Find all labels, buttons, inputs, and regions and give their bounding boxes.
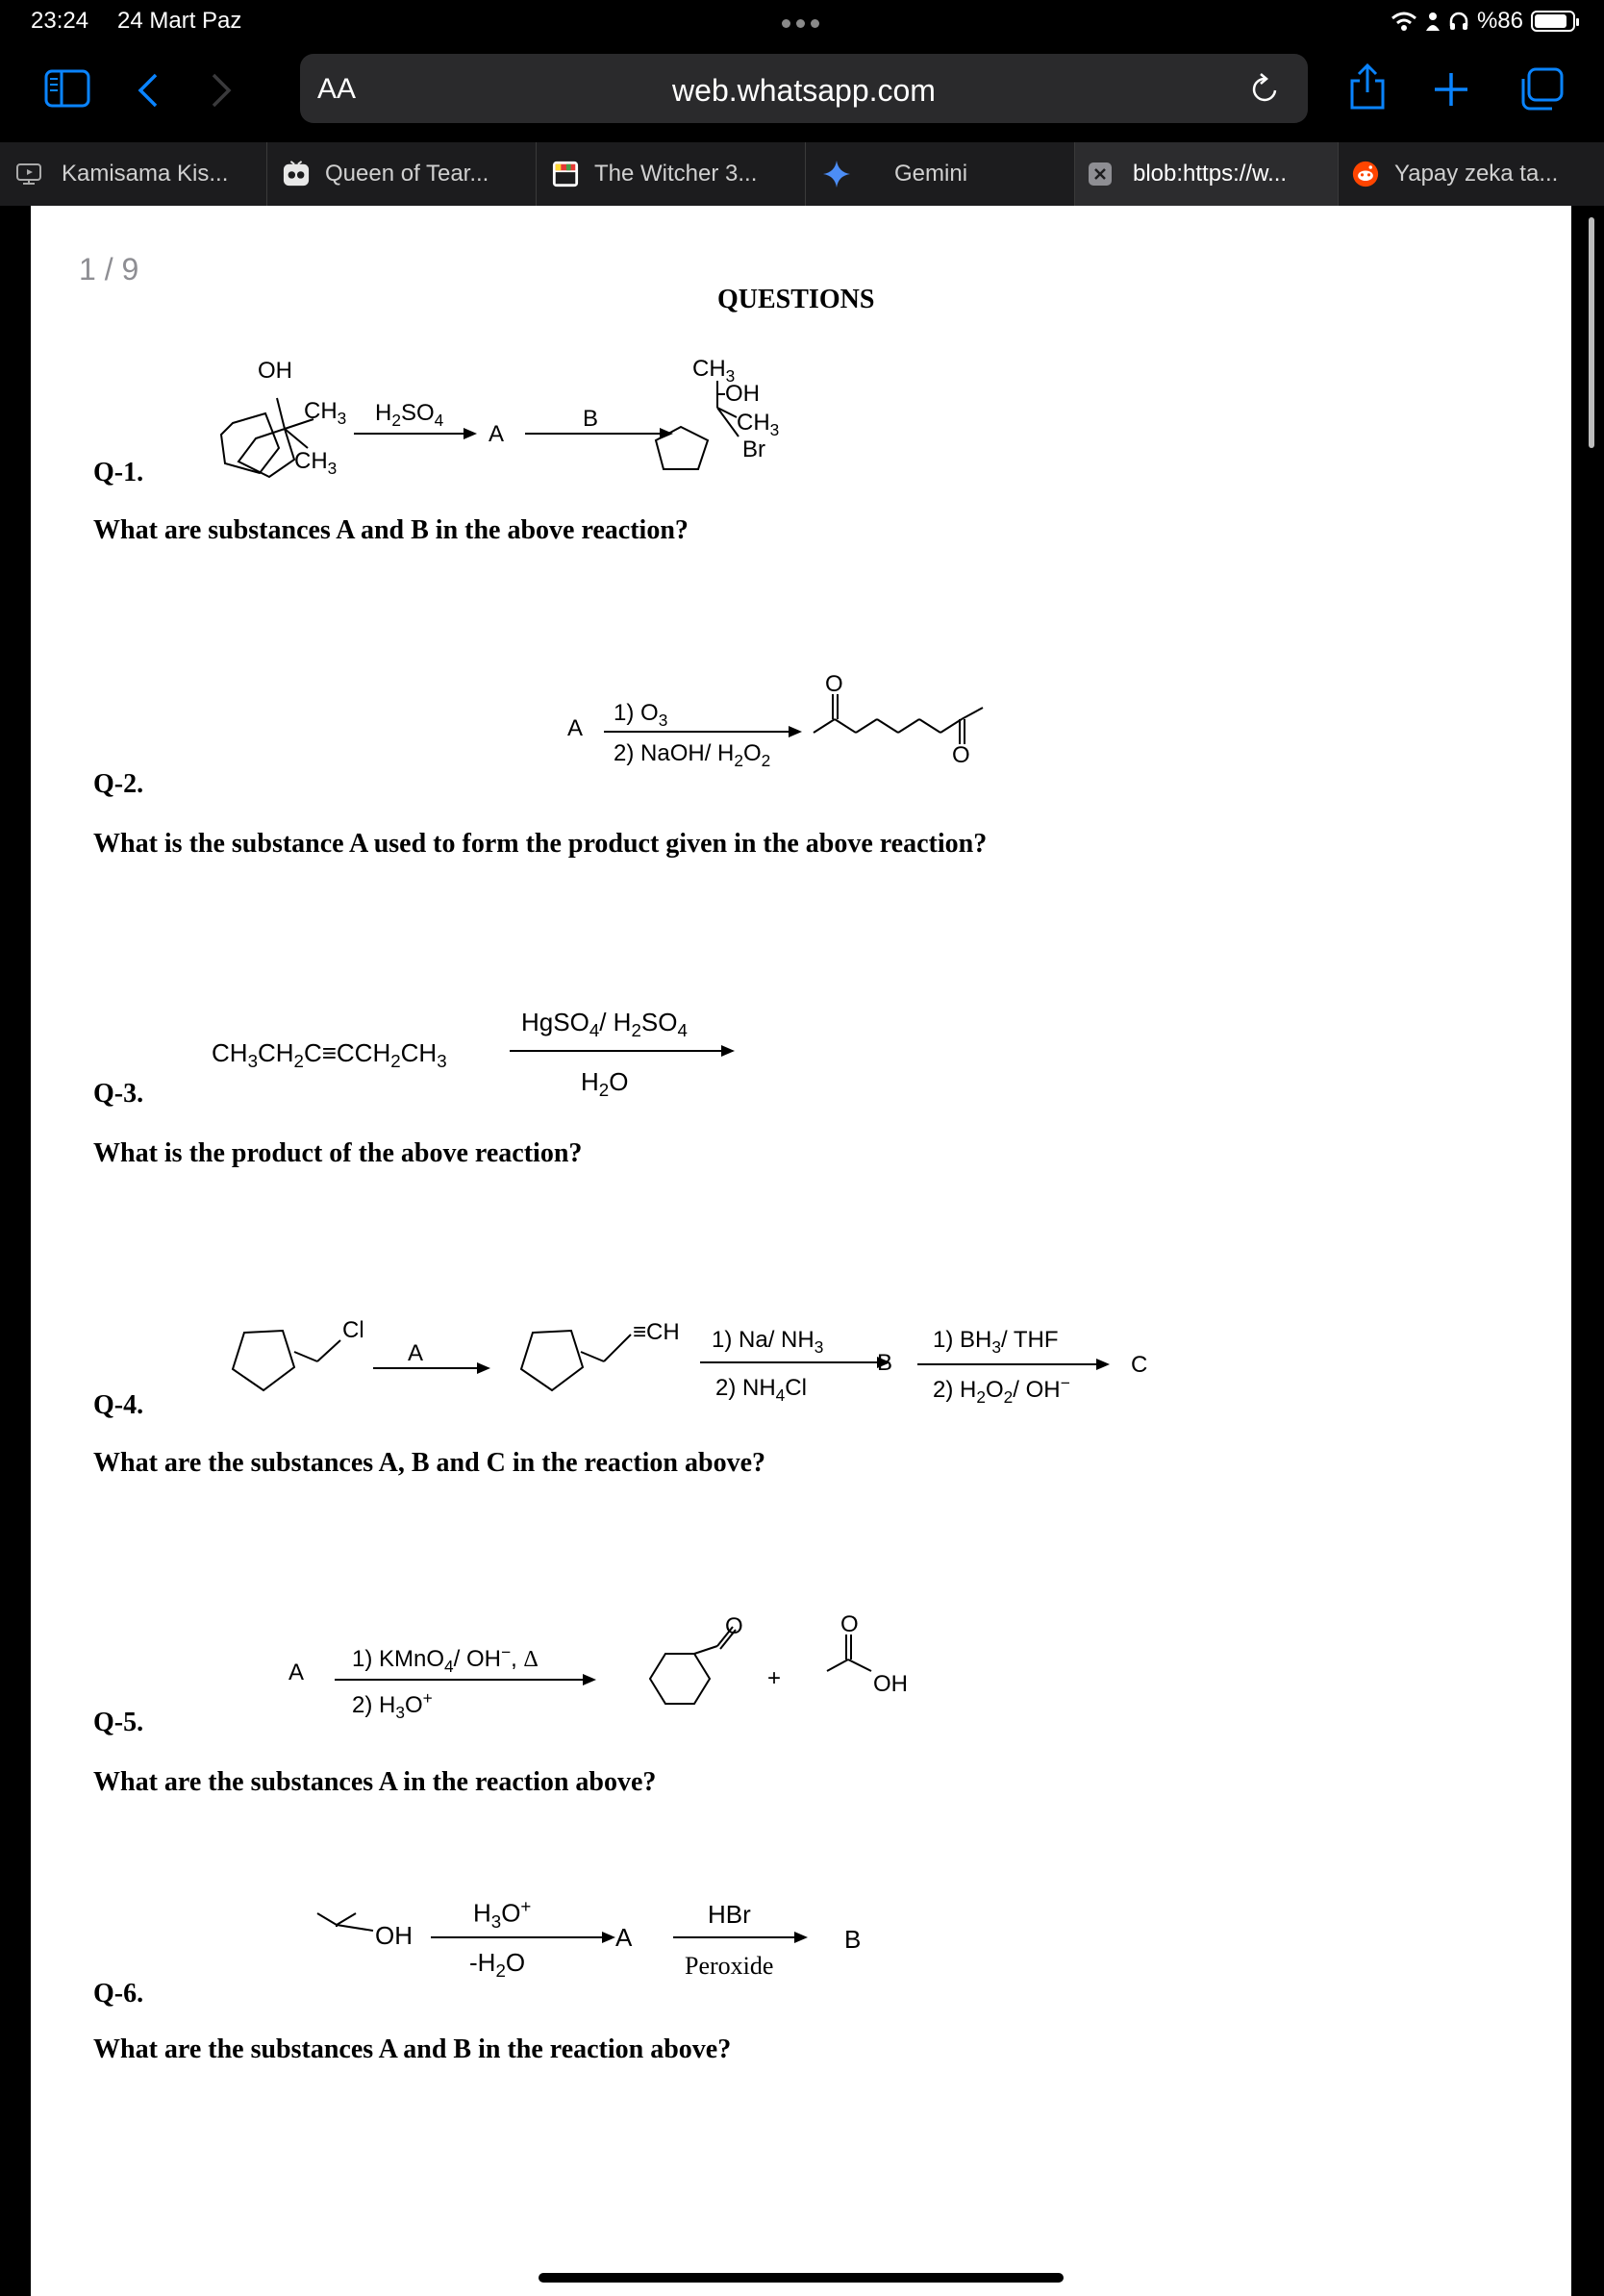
page-indicator: 1 / 9 — [79, 252, 139, 287]
q1-p-ch3: $CH_3$ — [692, 356, 736, 386]
q4-r1: 1) Na/ $NH_3$ — [712, 1327, 824, 1357]
status-right — [1391, 8, 1575, 35]
tab-gemini[interactable] — [806, 142, 1075, 206]
text-size-button[interactable]: AA — [317, 73, 357, 105]
q6-b: B — [844, 1925, 862, 1954]
reload-icon[interactable] — [1250, 73, 1281, 106]
q5-plus: + — [767, 1665, 782, 1691]
new-tab-icon[interactable] — [1433, 71, 1469, 108]
q5-arrow — [335, 1679, 594, 1681]
q6-oh: OH — [375, 1921, 413, 1950]
q2-o1: O — [825, 671, 843, 697]
q1-text: What are substances A and B in the above reaction? — [93, 515, 689, 545]
q2-r2: 2) NaOH/ $H_2O_2$ — [614, 740, 771, 770]
q4-label: Q-4. — [93, 1390, 144, 1420]
q3-r1: HgSO$_4$/ $H_2SO_4$ — [521, 1008, 688, 1041]
pdf-viewer[interactable] — [0, 206, 1604, 2296]
q2-a: A — [567, 715, 584, 741]
q4-cl: Cl — [342, 1317, 364, 1343]
q2-label: Q-2. — [93, 769, 144, 799]
q3-arrow — [510, 1050, 733, 1052]
q6-arrow-2 — [673, 1936, 806, 1938]
q1-label: Q-1. — [93, 458, 144, 487]
q1-ch3-b: $CH_3$ — [294, 448, 338, 478]
url-text[interactable]: web.whatsapp.com — [672, 73, 936, 108]
q4-a: A — [408, 1340, 424, 1366]
q2-r1: 1) $O_3$ — [614, 700, 668, 730]
tab-label: blob:https://w... — [1133, 161, 1288, 187]
q3-text: What is the product of the above reaction? — [93, 1138, 583, 1168]
q4-arrow-1 — [373, 1367, 489, 1369]
q4-ch: ≡CH — [633, 1319, 680, 1345]
forward-icon[interactable] — [210, 71, 233, 110]
tab-label: The Witcher 3... — [594, 161, 758, 187]
tab-kamisama[interactable] — [0, 142, 267, 206]
tab-bar — [0, 142, 1604, 207]
tab-queen-of-tears[interactable] — [267, 142, 537, 206]
battery-percent: %86 — [1476, 8, 1523, 34]
q5-oh: OH — [873, 1671, 908, 1697]
q4-text: What are the substances A, B and C in the reaction above? — [93, 1448, 766, 1478]
tab-label: Kamisama Kis... — [62, 161, 229, 187]
q6-r3: HBr — [708, 1900, 751, 1929]
back-icon[interactable] — [137, 71, 160, 110]
sidebar-icon[interactable] — [44, 69, 90, 108]
q1-arrow-1 — [354, 433, 475, 435]
q4-r3: 1) $BH_3/$ THF — [933, 1327, 1059, 1357]
q6-arrow-1 — [431, 1936, 614, 1938]
reddit-icon — [1352, 161, 1379, 187]
q4-b: B — [877, 1350, 893, 1376]
q3-label: Q-3. — [93, 1079, 144, 1109]
scrollbar[interactable] — [1589, 217, 1594, 448]
q6-label: Q-6. — [93, 1979, 144, 2009]
q1-product-bonds — [685, 379, 752, 456]
q6-r1: $H_3O^+$ — [473, 1896, 532, 1932]
close-icon[interactable] — [1087, 161, 1114, 187]
status-bar — [0, 0, 1604, 46]
q4-c: C — [1131, 1352, 1148, 1378]
q5-label: Q-5. — [93, 1708, 144, 1737]
q6-text: What are the substances A and B in the reaction above? — [93, 2034, 732, 2064]
status-date: 24 Mart Paz — [117, 8, 242, 34]
q1-arrow-2 — [525, 433, 671, 435]
share-icon[interactable] — [1348, 63, 1387, 112]
tab-label: Queen of Tear... — [325, 161, 489, 187]
tv-icon — [283, 161, 310, 187]
pdf-page — [31, 206, 1571, 2296]
q1-p-br: Br — [742, 437, 765, 462]
address-bar[interactable] — [300, 54, 1308, 123]
q5-r1: 1) KMnO$_4$/ OH−, Δ — [352, 1642, 539, 1676]
q4-r4: 2) $H_2O_2/$ OH− — [933, 1373, 1070, 1407]
q4-arrow-3 — [917, 1363, 1108, 1365]
tab-label: Yapay zeka ta... — [1394, 161, 1559, 187]
q4-r2: 2) $NH_4Cl$ — [715, 1375, 807, 1405]
q1-p-oh: OH — [725, 381, 760, 407]
home-indicator[interactable] — [539, 2273, 1064, 2283]
q2-product — [814, 681, 1064, 767]
battery-icon — [1531, 11, 1575, 32]
q1-b: B — [583, 406, 599, 432]
status-time: 23:24 — [31, 8, 89, 34]
q5-r2: 2) $H_3O^+$ — [352, 1688, 433, 1722]
q6-a: A — [615, 1923, 633, 1952]
q2-arrow — [604, 731, 800, 733]
q5-o1: O — [725, 1613, 743, 1639]
q5-text: What are the substances A in the reaction above? — [93, 1767, 657, 1797]
q1-oh: OH — [258, 358, 292, 384]
q6-r2: $-H_2O$ — [469, 1948, 526, 1982]
tab-label: Gemini — [894, 161, 968, 187]
q4-arrow-2 — [700, 1361, 889, 1363]
wifi-icon — [1391, 11, 1417, 32]
q2-text: What is the substance A used to form the product given in the above reaction? — [93, 829, 988, 859]
q3-r2: $H_2O$ — [581, 1067, 629, 1101]
monitor-icon — [15, 161, 42, 187]
q6-r4: Peroxide — [685, 1952, 774, 1980]
q1-a: A — [489, 421, 505, 447]
q2-o2: O — [952, 742, 970, 768]
tabs-overview-icon[interactable] — [1517, 67, 1564, 112]
q1-reagent: $H_2SO_4$ — [375, 400, 444, 430]
browser-toolbar — [0, 46, 1604, 135]
person-icon — [1425, 11, 1441, 32]
sparkle-icon — [823, 161, 850, 187]
q1-ch3-a: $CH_3$ — [304, 398, 347, 428]
q5-o2: O — [840, 1611, 859, 1637]
page-heading: QUESTIONS — [717, 285, 875, 314]
tab-yapay-zeka[interactable] — [1339, 142, 1604, 206]
q3-reactant: $CH_3CH_2C\equiv CCH_2CH_3$ — [212, 1038, 447, 1072]
tab-blob[interactable] — [1075, 142, 1339, 206]
q1-p-ch3b: $CH_3$ — [737, 410, 780, 439]
q5-a: A — [288, 1660, 305, 1685]
headphones-icon — [1448, 11, 1469, 32]
multitasking-dots[interactable] — [779, 15, 822, 33]
tab-witcher[interactable] — [537, 142, 806, 206]
clapperboard-icon — [552, 161, 579, 187]
